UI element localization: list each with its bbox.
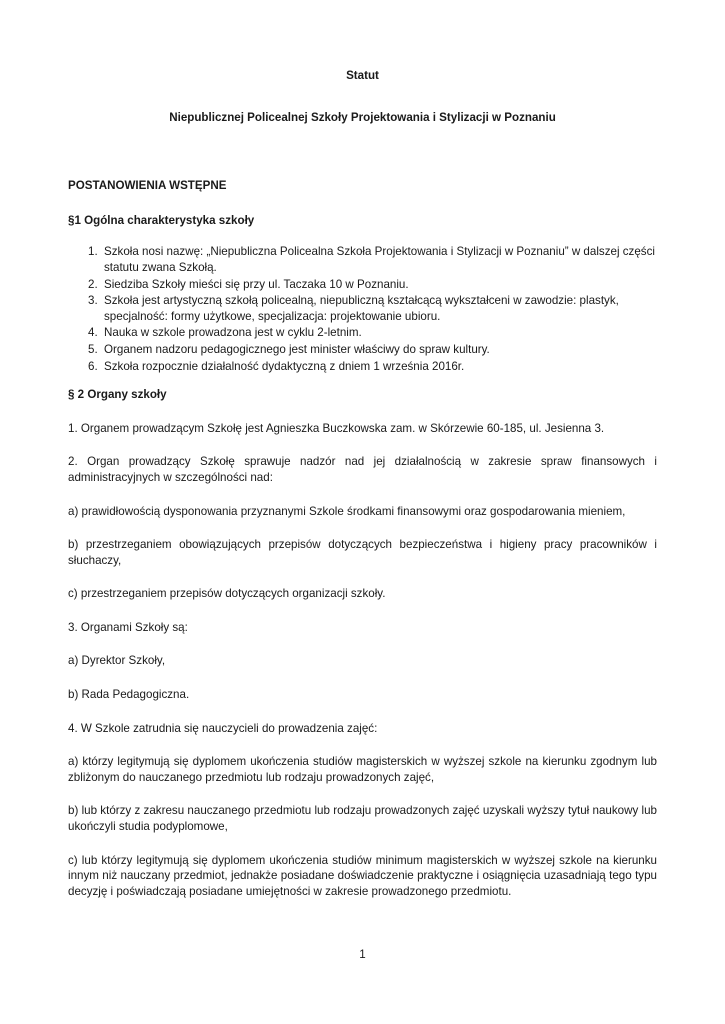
list-item [68,277,657,293]
list-item-text: Nauka w szkole prowadzona jest w cyklu 2-letnim. [104,326,362,340]
page-number: 1 [359,948,366,961]
list-item-number: 2. [88,277,98,291]
section1-heading: §1 Ogólna charakterystyka szkoły [68,213,255,227]
list-item-text: Szkoła jest artystyczną szkołą policealną, niepubliczną kształcącą wykształceni w zawodzie: plastyk, specjalność: formy użytkowe, specjalizacja: projektowanie ubioru. [104,294,619,323]
section2-paragraph: a) prawidłowością dysponowania przyznanymi Szkole środkami finansowymi oraz gospodarowania mieniem, [68,504,626,518]
list-item [68,244,657,275]
section1-list [68,244,657,374]
section-intro-heading: POSTANOWIENIA WSTĘPNE [68,179,227,193]
list-item [68,359,657,375]
section2-paragraph: 2. Organ prowadzący Szkołę sprawuje nadzór nad jej działalnością w zakresie spraw finansowych i administracyjnych w szczególności nad: [68,455,657,484]
document-subtitle: Niepublicznej Policealnej Szkoły Projektowania i Stylizacji w Poznaniu [169,110,556,124]
list-item [68,293,657,324]
list-item [68,342,657,358]
list-item-text: Siedziba Szkoły mieści się przy ul. Taczaka 10 w Poznaniu. [104,277,409,291]
section2-paragraph: b) przestrzeganiem obowiązujących przepisów dotyczących bezpieczeństwa i higieny pracy pracowników i słuchaczy, [68,538,657,567]
list-item-number: 6. [88,359,98,373]
list-item-number: 1. [88,245,98,259]
list-item [68,325,657,341]
section2-paragraph: a) którzy legitymują się dyplomem ukończenia studiów magisterskich w wyższej szkole na kierunku zgodnym lub zbliżonym do nauczanego przedmiotu lub rodzaju prowadzonych zajęć, [68,755,657,784]
section2-paragraph: c) przestrzeganiem przepisów dotyczących organizacji szkoły. [68,587,386,601]
document-title: Statut [346,69,379,82]
list-item-text: Organem nadzoru pedagogicznego jest minister właściwy do spraw kultury. [104,342,490,356]
section2-paragraph: b) lub którzy z zakresu nauczanego przedmiotu lub rodzaju prowadzonych zajęć uzyskali wyższy tytuł naukowy lub ukończyli studia podyplomowe, [68,804,657,834]
section2-paragraph: c) lub którzy legitymują się dyplomem ukończenia studiów minimum magisterskich w wyższej szkole na kierunku innym niż nauczany przedmiot, jednakże posiadane doświadczenie praktyczne i osiągnięcia uzasadniają tego typu decyzję i poświadczają posiadane umiejętności w zakresie prowadzonego przedmiotu. [68,853,657,898]
section2-heading: § 2 Organy szkoły [68,388,167,402]
list-item-number: 3. [88,294,98,308]
section2-paragraph: 1. Organem prowadzącym Szkołę jest Agnieszka Buczkowska zam. w Skórzewie 60-185, ul. Jesienna 3. [68,421,605,435]
section2-paragraph: b) Rada Pedagogiczna. [68,688,190,702]
section2-paragraph: a) Dyrektor Szkoły, [68,654,166,668]
document-page [68,68,657,899]
list-item-text: Szkoła rozpocznie działalność dydaktyczną z dniem 1 września 2016r. [104,359,465,373]
list-item-number: 4. [88,326,98,340]
list-item-text: Szkoła nosi nazwę: „Niepubliczna Policealna Szkoła Projektowania i Stylizacji w Poznaniu” w dalszej części statutu zwana Szkołą. [104,245,655,274]
list-item-number: 5. [88,342,98,356]
section2-paragraph: 3. Organami Szkoły są: [68,620,188,634]
section2-paragraph: 4. W Szkole zatrudnia się nauczycieli do prowadzenia zajęć: [68,721,378,735]
